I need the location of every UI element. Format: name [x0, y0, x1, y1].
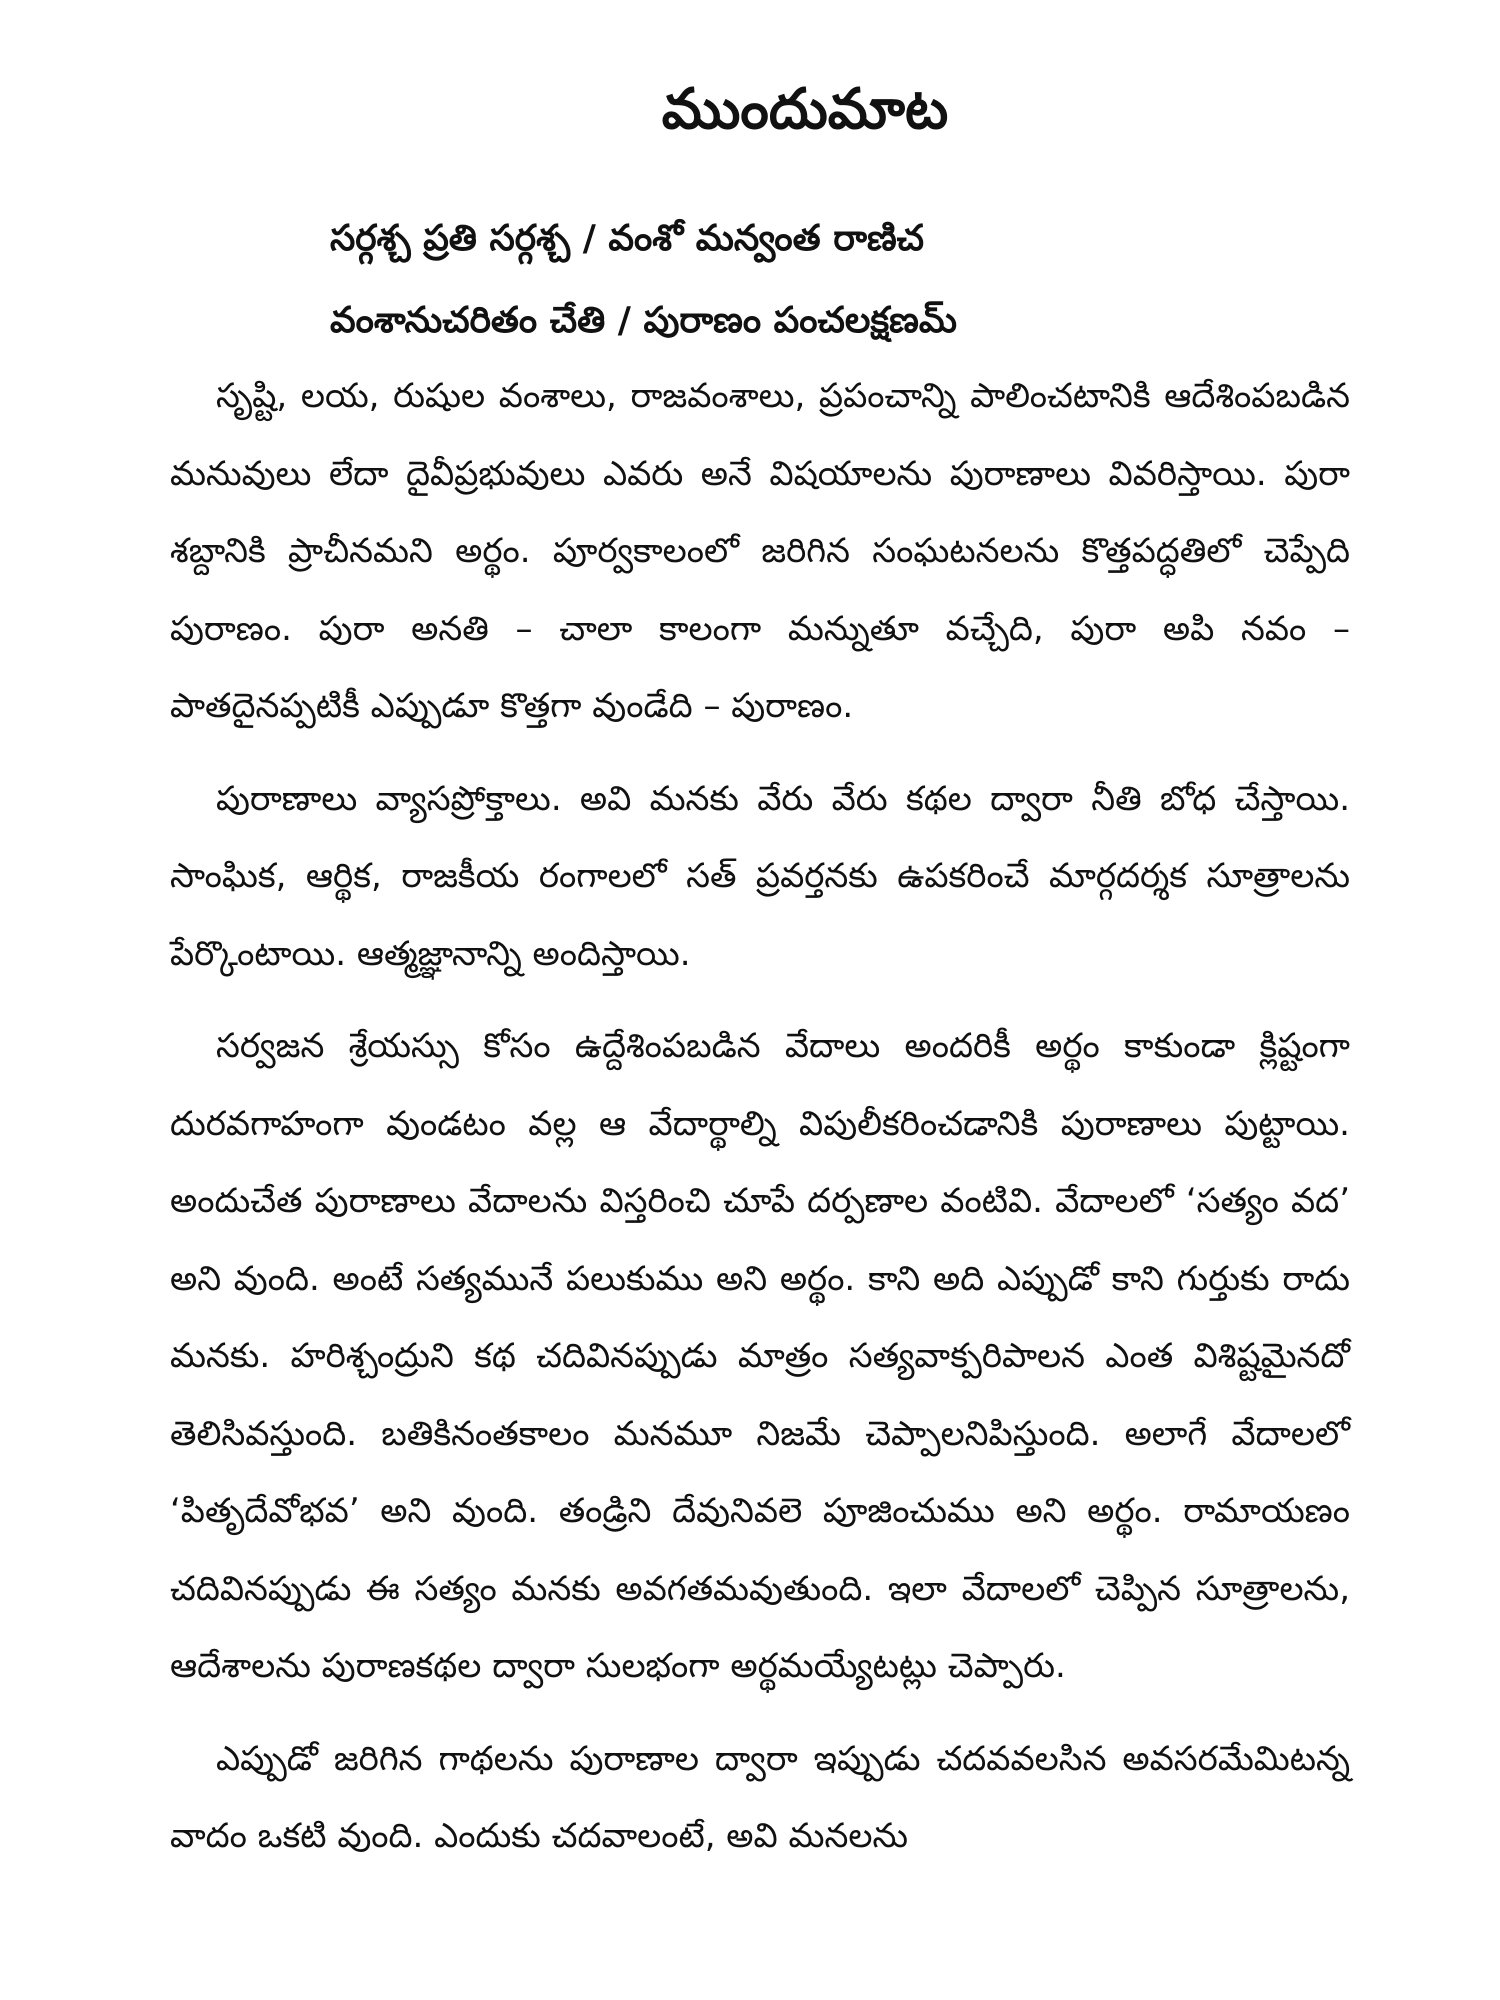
- paragraph-2: పురాణాలు వ్యాసప్రోక్తాలు. అవి మనకు వేరు వేరు కథల ద్వారా నీతి బోధ చేస్తాయి. సాంఘిక, ఆర్థిక, రాజకీయ రంగాలలో సత్ ప్రవర్తనకు ఉపకరించే మార్గదర్శక సూత్రాలను పేర్కొంటాయి. ఆత్మజ్ఞానాన్ని అందిస్తాయి.: [170, 778, 1350, 974]
- paragraph-1: సృష్టి, లయ, రుషుల వంశాలు, రాజవంశాలు, ప్రపంచాన్ని పాలించటానికి ఆదేశింపబడిన మనువులు లేదా దైవీప్రభువులు ఎవరు అనే విషయాలను పురాణాలు వివరిస్తాయి. పురా శబ్దానికి ప్రాచీనమని అర్థం. పూర్వకాలంలో జరిగిన సంఘటనలను కొత్తపద్ధతిలో చెప్పేది పురాణం. పురా అనతి – చాలా కాలంగా మన్నుతూ వచ్చేది, పురా అపి నవం – పాతదైనప్పటికీ ఎప్పుడూ కొత్తగా వుండేది – పురాణం.: [170, 376, 1350, 726]
- verse-line-1: సర్గశ్చ ప్రతి సర్గశ్చ / వంశో మన్వంత రాణిచ: [330, 218, 925, 259]
- paragraph-4: ఎప్పుడో జరిగిన గాథలను పురాణాల ద్వారా ఇప్పుడు చదవవలసిన అవసరమేమిటన్న వాదం ఒకటి వుంది. ఎందుకు చదవాలంటే, అవి మనలను: [170, 1738, 1350, 1856]
- body-text: [170, 358, 1350, 1891]
- page-title: ముందుమాట: [661, 77, 949, 142]
- paragraph-3: సర్వజన శ్రేయస్సు కోసం ఉద్దేశింపబడిన వేదాలు అందరికీ అర్థం కాకుండా క్లిష్టంగా దురవగాహంగా వుండటం వల్ల ఆ వేదార్థాల్ని విపులీకరించడానికి పురాణాలు పుట్టాయి. అందుచేత పురాణాలు వేదాలను విస్తరించి చూపే దర్పణాల వంటివి. వేదాలలో ‘సత్యం వద’ అని వుంది. అంటే సత్యమునే పలుకుము అని అర్థం. కాని అది ఎప్పుడో కాని గుర్తుకు రాదు మనకు. హరిశ్చంద్రుని కథ చదివినప్పుడు మాత్రం సత్యవాక్పరిపాలన ఎంత విశిష్టమైనదో తెలిసివస్తుంది. బతికినంతకాలం మనమూ నిజమే చెప్పాలనిపిస్తుంది. అలాగే వేదాలలో ‘పితృదేవోభవ’ అని వుంది. తండ్రిని దేవునివలె పూజించుము అని అర్థం. రామాయణం చదివినప్పుడు ఈ సత్యం మనకు అవగతమవుతుంది. ఇలా వేదాలలో చెప్పిన సూత్రాలను, ఆదేశాలను పురాణకథల ద్వారా సులభంగా అర్థమయ్యేటట్లు చెప్పారు.: [170, 1026, 1350, 1686]
- verse-line-2: వంశానుచరితం చేతి / పురాణం పంచలక్షణమ్: [330, 300, 957, 341]
- sanskrit-verse: [330, 198, 1330, 362]
